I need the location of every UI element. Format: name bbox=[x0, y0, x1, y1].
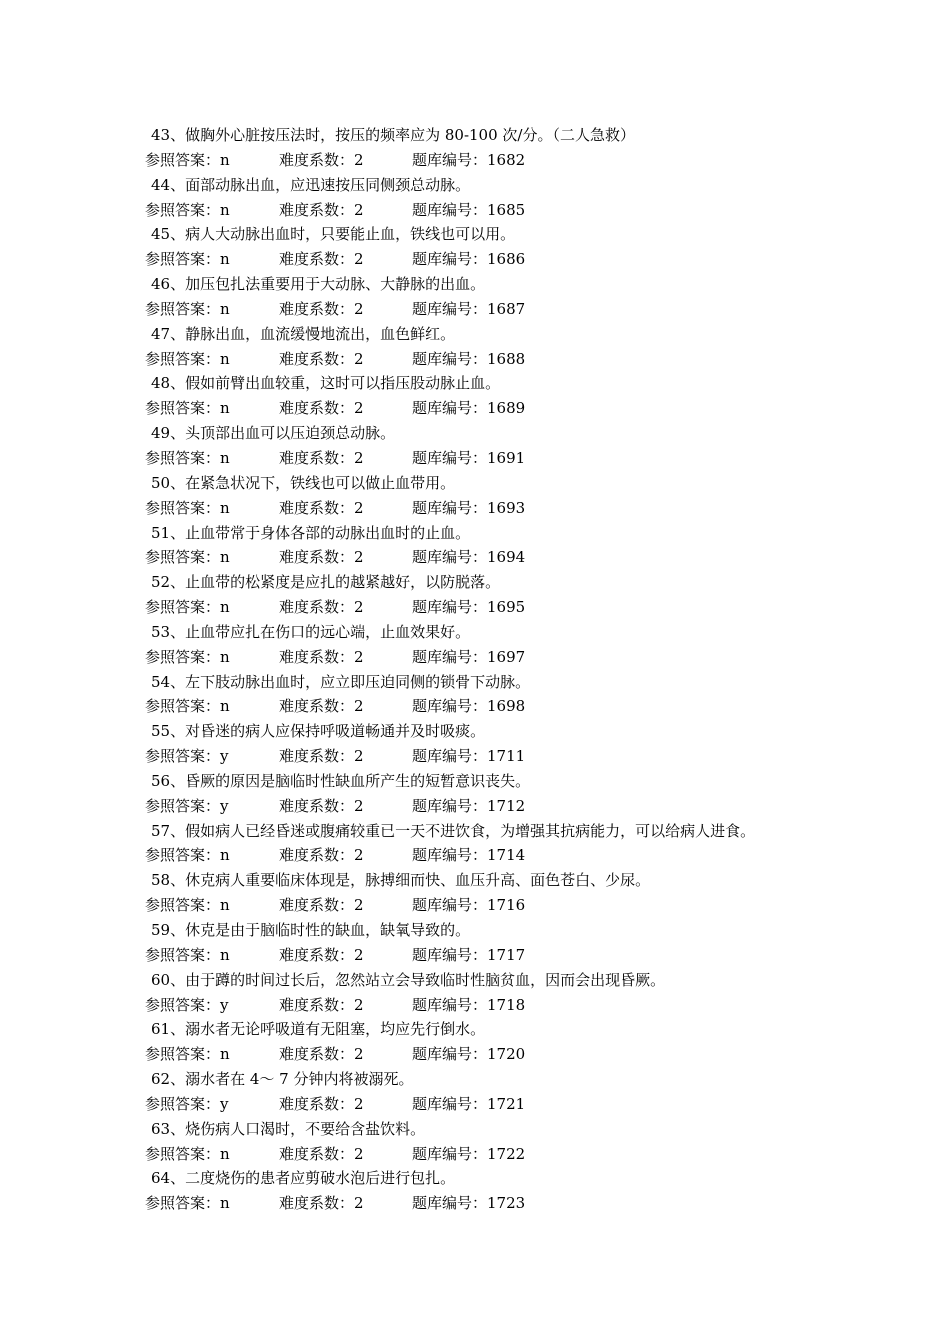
difficulty: 难度系数：2 bbox=[279, 1194, 364, 1213]
question-bank-id: 题库编号：1698 bbox=[412, 697, 526, 716]
question-text: 58、休克病人重要临床体现是，脉搏细而快、血压升高、面色苍白、少尿。 bbox=[151, 871, 651, 890]
reference-answer: 参照答案：n bbox=[145, 598, 230, 617]
reference-answer: 参照答案：n bbox=[145, 448, 230, 467]
difficulty: 难度系数：2 bbox=[279, 200, 364, 219]
question-bank-id: 题库编号：1723 bbox=[412, 1194, 526, 1213]
answer-row bbox=[145, 1191, 935, 1216]
question-item bbox=[145, 371, 935, 421]
question-bank-id: 题库编号：1688 bbox=[412, 349, 526, 368]
answer-row bbox=[145, 347, 935, 372]
question-text: 49、头顶部出血可以压迫颈总动脉。 bbox=[151, 424, 396, 443]
question-bank-id: 题库编号：1717 bbox=[412, 945, 526, 964]
difficulty: 难度系数：2 bbox=[279, 1144, 364, 1163]
reference-answer: 参照答案：y bbox=[145, 995, 229, 1014]
question-text: 48、假如前臂出血较重，这时可以指压股动脉止血。 bbox=[151, 374, 501, 393]
reference-answer: 参照答案：n bbox=[145, 150, 230, 169]
difficulty: 难度系数：2 bbox=[279, 796, 364, 815]
question-bank-id: 题库编号：1689 bbox=[412, 399, 526, 418]
difficulty: 难度系数：2 bbox=[279, 399, 364, 418]
question-text: 56、昏厥的原因是脑临时性缺血所产生的短暂意识丧失。 bbox=[151, 771, 531, 790]
difficulty: 难度系数：2 bbox=[279, 896, 364, 915]
reference-answer: 参照答案：n bbox=[145, 896, 230, 915]
question-text: 47、静脉出血，血流缓慢地流出，血色鲜红。 bbox=[151, 324, 456, 343]
reference-answer: 参照答案：y bbox=[145, 747, 229, 766]
question-item bbox=[145, 670, 935, 720]
question-item bbox=[145, 173, 935, 223]
question-text: 51、止血带常于身体各部的动脉出血时的止血。 bbox=[151, 523, 471, 542]
question-bank-id: 题库编号：1712 bbox=[412, 796, 526, 815]
answer-row bbox=[145, 297, 935, 322]
question-text: 44、面部动脉出血，应迅速按压同侧颈总动脉。 bbox=[151, 175, 471, 194]
difficulty: 难度系数：2 bbox=[279, 548, 364, 567]
reference-answer: 参照答案：n bbox=[145, 349, 230, 368]
answer-row bbox=[145, 595, 935, 620]
reference-answer: 参照答案：n bbox=[145, 200, 230, 219]
question-text: 57、假如病人已经昏迷或腹痛较重已一天不进饮食，为增强其抗病能力，可以给病人进食。 bbox=[151, 821, 756, 840]
difficulty: 难度系数：2 bbox=[279, 647, 364, 666]
difficulty: 难度系数：2 bbox=[279, 697, 364, 716]
answer-row bbox=[145, 943, 935, 968]
difficulty: 难度系数：2 bbox=[279, 349, 364, 368]
question-text: 53、止血带应扎在伤口的远心端，止血效果好。 bbox=[151, 622, 471, 641]
question-item bbox=[145, 570, 935, 620]
difficulty: 难度系数：2 bbox=[279, 846, 364, 865]
question-list bbox=[145, 123, 935, 1216]
answer-row bbox=[145, 794, 935, 819]
answer-row bbox=[145, 694, 935, 719]
question-item bbox=[145, 222, 935, 272]
question-bank-id: 题库编号：1718 bbox=[412, 995, 526, 1014]
question-bank-id: 题库编号：1685 bbox=[412, 200, 526, 219]
reference-answer: 参照答案：n bbox=[145, 399, 230, 418]
question-bank-id: 题库编号：1711 bbox=[412, 747, 526, 766]
answer-row bbox=[145, 893, 935, 918]
question-bank-id: 题库编号：1687 bbox=[412, 299, 526, 318]
reference-answer: 参照答案：n bbox=[145, 647, 230, 666]
question-item bbox=[145, 421, 935, 471]
question-item bbox=[145, 272, 935, 322]
answer-row bbox=[145, 843, 935, 868]
question-text: 62、溺水者在 4～ 7 分钟内将被溺死。 bbox=[151, 1070, 414, 1089]
difficulty: 难度系数：2 bbox=[279, 1094, 364, 1113]
question-item bbox=[145, 1166, 935, 1216]
difficulty: 难度系数：2 bbox=[279, 1045, 364, 1064]
answer-row bbox=[145, 645, 935, 670]
question-bank-id: 题库编号：1695 bbox=[412, 598, 526, 617]
reference-answer: 参照答案：y bbox=[145, 1094, 229, 1113]
difficulty: 难度系数：2 bbox=[279, 250, 364, 269]
reference-answer: 参照答案：n bbox=[145, 1144, 230, 1163]
question-text: 46、加压包扎法重要用于大动脉、大静脉的出血。 bbox=[151, 275, 486, 294]
question-bank-id: 题库编号：1697 bbox=[412, 647, 526, 666]
answer-row bbox=[145, 396, 935, 421]
difficulty: 难度系数：2 bbox=[279, 945, 364, 964]
answer-row bbox=[145, 198, 935, 223]
question-text: 64、二度烧伤的患者应剪破水泡后进行包扎。 bbox=[151, 1169, 456, 1188]
question-bank-id: 题库编号：1693 bbox=[412, 498, 526, 517]
difficulty: 难度系数：2 bbox=[279, 747, 364, 766]
question-bank-id: 题库编号：1720 bbox=[412, 1045, 526, 1064]
difficulty: 难度系数：2 bbox=[279, 995, 364, 1014]
question-item bbox=[145, 620, 935, 670]
reference-answer: 参照答案：n bbox=[145, 846, 230, 865]
question-text: 55、对昏迷的病人应保持呼吸道畅通并及时吸痰。 bbox=[151, 722, 486, 741]
difficulty: 难度系数：2 bbox=[279, 299, 364, 318]
reference-answer: 参照答案：n bbox=[145, 945, 230, 964]
question-bank-id: 题库编号：1682 bbox=[412, 150, 526, 169]
difficulty: 难度系数：2 bbox=[279, 598, 364, 617]
question-item bbox=[145, 521, 935, 571]
answer-row bbox=[145, 446, 935, 471]
question-bank-id: 题库编号：1686 bbox=[412, 250, 526, 269]
reference-answer: 参照答案：n bbox=[145, 1194, 230, 1213]
question-text: 45、病人大动脉出血时，只要能止血，铁线也可以用。 bbox=[151, 225, 516, 244]
question-item bbox=[145, 1117, 935, 1167]
question-item bbox=[145, 322, 935, 372]
question-item bbox=[145, 123, 935, 173]
question-text: 52、止血带的松紧度是应扎的越紧越好，以防脱落。 bbox=[151, 573, 501, 592]
reference-answer: 参照答案：n bbox=[145, 299, 230, 318]
reference-answer: 参照答案：n bbox=[145, 548, 230, 567]
question-bank-id: 题库编号：1691 bbox=[412, 448, 526, 467]
question-item bbox=[145, 1067, 935, 1117]
reference-answer: 参照答案：n bbox=[145, 250, 230, 269]
difficulty: 难度系数：2 bbox=[279, 150, 364, 169]
reference-answer: 参照答案：n bbox=[145, 697, 230, 716]
reference-answer: 参照答案：y bbox=[145, 796, 229, 815]
answer-row bbox=[145, 993, 935, 1018]
question-item bbox=[145, 819, 935, 869]
question-item bbox=[145, 968, 935, 1018]
question-item bbox=[145, 769, 935, 819]
reference-answer: 参照答案：n bbox=[145, 498, 230, 517]
question-text: 50、在紧急状况下，铁线也可以做止血带用。 bbox=[151, 473, 456, 492]
answer-row bbox=[145, 247, 935, 272]
question-item bbox=[145, 471, 935, 521]
question-text: 61、溺水者无论呼吸道有无阻塞，均应先行倒水。 bbox=[151, 1020, 486, 1039]
answer-row bbox=[145, 1142, 935, 1167]
answer-row bbox=[145, 1092, 935, 1117]
answer-row bbox=[145, 545, 935, 570]
question-text: 60、由于蹲的时间过长后，忽然站立会导致临时性脑贫血，因而会出现昏厥。 bbox=[151, 970, 666, 989]
question-item bbox=[145, 918, 935, 968]
answer-row bbox=[145, 744, 935, 769]
question-item bbox=[145, 719, 935, 769]
answer-row bbox=[145, 496, 935, 521]
question-item bbox=[145, 868, 935, 918]
question-text: 63、烧伤病人口渴时，不要给含盐饮料。 bbox=[151, 1119, 426, 1138]
question-text: 59、休克是由于脑临时性的缺血，缺氧导致的。 bbox=[151, 921, 471, 939]
question-bank-id: 题库编号：1722 bbox=[412, 1144, 526, 1163]
question-text: 43、做胸外心脏按压法时，按压的频率应为 80-100 次/分。（二人急救） bbox=[151, 126, 635, 144]
question-item bbox=[145, 1017, 935, 1067]
question-bank-id: 题库编号：1716 bbox=[412, 896, 526, 915]
question-bank-id: 题库编号：1694 bbox=[412, 548, 526, 567]
question-text: 54、左下肢动脉出血时，应立即压迫同侧的锁骨下动脉。 bbox=[151, 672, 531, 691]
question-bank-id: 题库编号：1721 bbox=[412, 1094, 526, 1113]
question-bank-id: 题库编号：1714 bbox=[412, 846, 526, 865]
difficulty: 难度系数：2 bbox=[279, 498, 364, 517]
answer-row bbox=[145, 1042, 935, 1067]
reference-answer: 参照答案：n bbox=[145, 1045, 230, 1064]
difficulty: 难度系数：2 bbox=[279, 448, 364, 467]
answer-row bbox=[145, 148, 935, 173]
